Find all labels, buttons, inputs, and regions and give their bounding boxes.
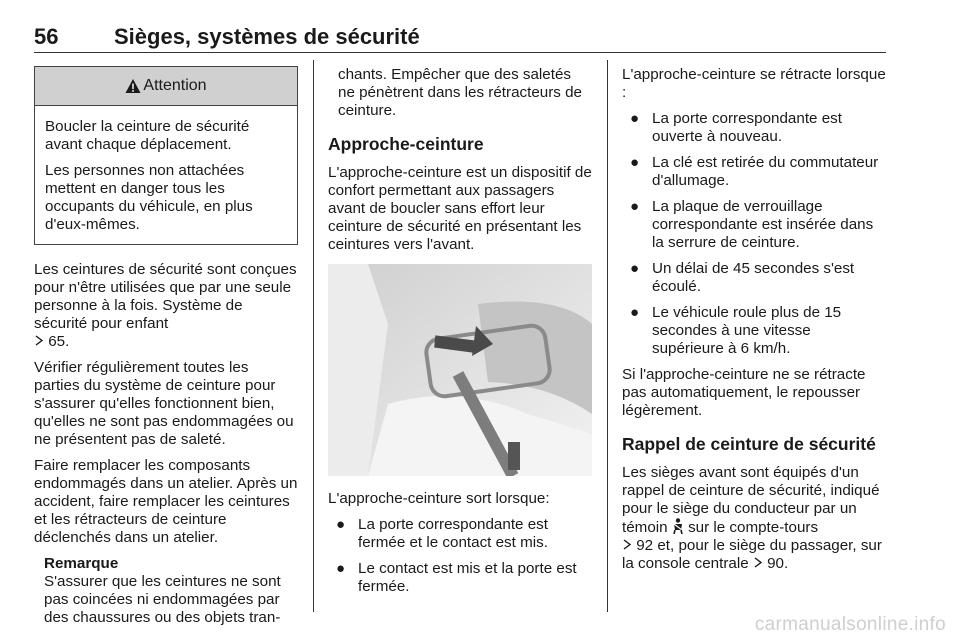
paragraph: Faire remplacer les composants endommagés dans un atelier. Après un accident, faire remplacer les ceintures et les rétracteurs de ceinture déclenchés dans un atelier. [34,457,298,546]
note-text: S'assurer que les ceintures ne sont pas coincées ni endommagées par des chaussures ou des objets tran- [44,573,281,626]
note-title: Remarque [44,555,119,572]
note-continuation: chants. Empêcher que des saletés ne pénètrent dans les rétracteurs de ceinture. [338,66,582,119]
page-reference-arrow-icon [622,539,632,550]
bullet-icon: ● [336,560,346,577]
section-heading: Approche-ceinture [328,134,484,154]
page-reference-arrow-icon [753,557,763,568]
paragraph: L'approche-ceinture sort lorsque: [328,490,550,507]
warning-triangle-icon [125,78,141,94]
bullet-icon: ● [336,516,346,533]
warning-header [35,67,297,106]
list-item-text: La porte correspondante est ouverte à nouveau. [652,110,842,145]
belt-presenter-illustration [328,264,592,476]
page-reference[interactable]: 90. [767,555,789,572]
page-title: Sièges, systèmes de sécurité [114,24,420,49]
list-item-text: La plaque de verrouillage correspondante est insérée dans la serrure de ceinture. [652,198,874,251]
paragraph [34,261,298,351]
page-number: 56 [34,24,59,49]
page-header [34,24,886,52]
list-item [622,260,886,296]
column-divider [313,60,314,612]
warning-text: Les personnes non attachées mettent en danger tous les occupants du véhicule, en plus d'eux-mêmes. [45,162,253,233]
page-reference[interactable]: 92 et, pour le siège du passager, sur la console centrale [622,537,882,572]
bullet-icon: ● [630,304,640,321]
list-item [622,110,886,146]
bullet-icon: ● [630,198,640,215]
paragraph-text: sur le compte-tours [688,519,819,536]
column-divider [607,60,608,612]
page-reference[interactable]: 65. [48,333,70,350]
column-left [34,66,298,627]
bullet-icon: ● [630,260,640,277]
bullet-list [328,516,592,596]
list-item [622,304,886,358]
paragraph: L'approche-ceinture se rétracte lorsque : [622,66,886,101]
column-middle [328,66,592,604]
paragraph-text: Les ceintures de sécurité sont conçues pour n'être utilisées que par une seule personne à la fois. Système de sécurité pour enfant [34,261,297,332]
seatbelt-reminder-icon [672,518,684,534]
list-item-text: Le véhicule roule plus de 15 secondes à une vitesse supérieure à 6 km/h. [652,304,842,357]
section-heading: Rappel de ceinture de sécurité [622,434,876,454]
list-item-text: La porte correspondante est fermée et le contact est mis. [358,516,548,551]
list-item [622,154,886,190]
header-divider [34,52,886,53]
list-item [328,516,592,552]
warning-box [34,66,298,245]
paragraph: Si l'approche-ceinture ne se rétracte pas automatiquement, le repousser légèrement. [622,366,866,419]
list-item-text: La clé est retirée du commutateur d'allumage. [652,154,879,189]
list-item-text: Le contact est mis et la porte est fermée. [358,560,577,595]
paragraph: L'approche-ceinture est un dispositif de confort permettant aux passagers avant de boucler sans effort leur ceinture de sécurité en présentant les ceintures vers l'avant. [328,164,592,253]
warning-text: Boucler la ceinture de sécurité avant chaque déplacement. [45,118,250,153]
note-block [34,555,298,627]
bullet-icon: ● [630,154,640,171]
bullet-icon: ● [630,110,640,127]
list-item [328,560,592,596]
paragraph [622,464,886,573]
watermark: carmanualsonline.info [754,614,946,635]
list-item [622,198,886,252]
column-right [622,66,886,581]
bullet-list [622,110,886,358]
warning-title: Attention [143,77,207,94]
warning-body [35,106,297,244]
paragraph: Vérifier régulièrement toutes les parties du système de ceinture pour s'assurer qu'elles fonctionnent bien, qu'elles ne sont pas endommagées ou ne présentent pas de saleté. [34,359,294,448]
paragraph-text: Les sièges avant sont équipés d'un rappel de ceinture de sécurité, indiqué pour le siège du conducteur par un témoin [622,464,880,536]
page-reference-arrow-icon [34,335,44,346]
list-item-text: Un délai de 45 secondes s'est écoulé. [652,260,855,295]
